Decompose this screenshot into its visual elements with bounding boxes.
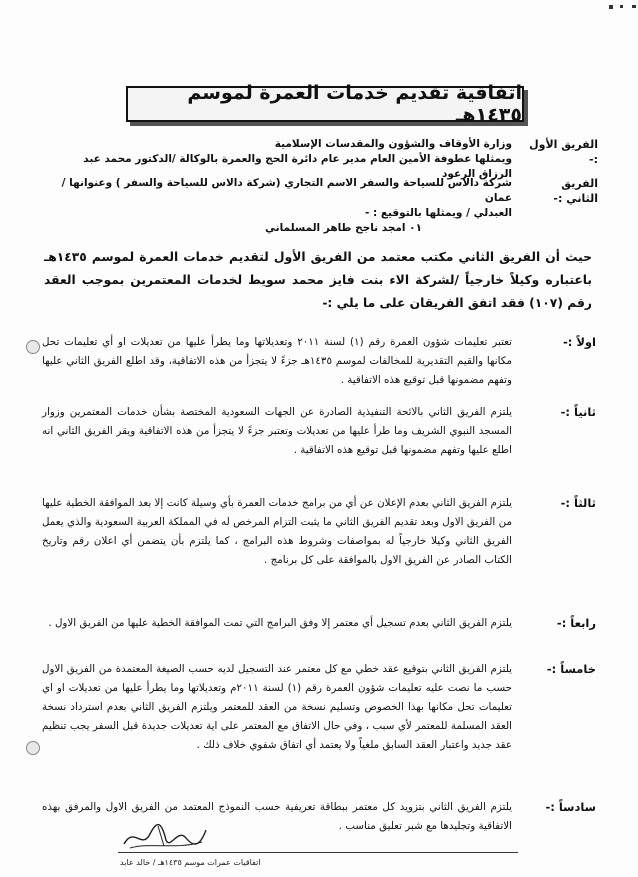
party-second-label: الفريق الثاني :- [553, 177, 598, 205]
clause-6-label: سادساً :- [545, 800, 596, 814]
clause-1-label: اولاً :- [562, 335, 596, 349]
scan-speck [620, 5, 623, 8]
clause-1-text: تعتبر تعليمات شؤون العمرة رقم (١) لسنة ٢٠١١ وتعديلاتها وما يطرأ عليها من تعديلات او أي تعليمات تحل مكانها والقيم التقديرية للمخالفات لموسم ١٤٣٥هـ جزءً لا يتجزأ من هذه الاتفاقية، وقد اطلع الفريق الثاني عليها وتفهم مضمونها قبل توقيع هذه الاتفاقية . [42, 336, 513, 386]
party-second-line-3: ٠١ امجد ناجح طاهر المسلماني [265, 222, 422, 234]
clause-4-label: رابعاً :- [556, 616, 596, 630]
punch-hole-bottom [26, 741, 40, 755]
clause-6-text: يلتزم الفريق الثاني بتزويد كل معتمر ببطاقة تعريفية حسب النموذج المعتمد من الفريق الاول والمرفق بهذه الاتفاقية وتجليدها مع شبر تعليق مناسب . [42, 801, 512, 832]
party-second-line-1: شركة دالاس للسياحة والسفر الاسم التجاري (شركة دالاس للسياحة والسفر ) وعنوانها / عمان [61, 177, 512, 204]
signature-scribble [120, 820, 210, 854]
punch-hole-top [26, 340, 40, 354]
scan-speck [632, 5, 636, 8]
scan-speck [609, 5, 613, 9]
clause-4-text: يلتزم الفريق الثاني بعدم تسجيل أي معتمر إلا وفق البرامج التي تمت الموافقة الخطية عليها من الفريق الاول . [48, 617, 512, 629]
party-first-line-2: ويمثلها عطوفة الأمين العام مدير عام دائرة الحج والعمرة بالوكالة /الدكتور محمد عبد الرزاق الرعود [83, 153, 512, 180]
clause-5-text: يلتزم الفريق الثاني بتوقيع عقد خطي مع كل معتمر عند التسجيل لديه حسب الصيغة المعتمدة من الفريق الاول حسب ما نصت عليه تعليمات شؤون العمرة رقم (١) لسنة ٢٠١١م وتعديلاتها وما يطرأ عليها من تعديلات او اي تعليمات تحل مكانها بهذا الخصوص وتسليم نسخة من العقد للمعتمر ويلتزم الفريق الثاني بعدم استرداد نسخة العقد المسلمة للمعتمر لأي سبب ، وفي حال الاتفاق مع المعتمر على اية تعديلات جديدة قبل السفر يجب تنظيم عقد جديد واعتبار العقد السابق ملغياً ولا يعتمد أي اتفاق شفوي خلاف ذلك . [42, 663, 513, 751]
footer-rule [118, 852, 518, 853]
clause-3-label: ثالثاً :- [560, 496, 596, 510]
intro-paragraph: حيث أن الفريق الثاني مكتب معتمد من الفريق الأول لتقديم خدمات العمرة لموسم ١٤٣٥هـ باعتباره وكيلاً خارجياً /لشركة الاء بنت فايز محمد سويط لخدمات المعتمرين بموجب العقد رقم (١٠٧) فقد اتفق الفريقان على ما يلي :- [44, 250, 592, 310]
party-second [38, 176, 598, 234]
party-first-label: الفريق الأول :- [529, 138, 598, 166]
party-first-line-1: وزارة الأوقاف والشؤون والمقدسات الإسلامية [274, 138, 512, 150]
clause-5-label: خامساً :- [546, 662, 596, 676]
document-title: اتفاقية تقديم خدمات العمرة لموسم ١٤٣٥هـ [187, 82, 522, 126]
clause-2-label: ثانياً :- [560, 405, 596, 419]
clause-2-text: يلتزم الفريق الثاني بالائحة التنفيذية الصادرة عن الجهات السعودية المختصة بشأن خدمات المعتمرين وزوار المسجد النبوي الشريف وما طرأ عليها من تعديلات وتعتبر جزءً لا يتجزأ من هذه الاتفاقية ويقر الفريق الثاني انه اطلع عليها وتفهم مضمونها قبل توقيع هذه الاتفاقية . [42, 406, 512, 456]
document-footer: اتفاقيات عمرات موسم ١٤٣٥هـ / خالد عابد [120, 858, 261, 867]
document-title-box [126, 82, 524, 126]
party-second-line-2: العبدلي / ويمثلها بالتوقيع : - [364, 207, 512, 219]
party-first [38, 137, 598, 180]
clause-3-text: يلتزم الفريق الثاني بعدم الإعلان عن أي من برامج خدمات العمرة بأي وسيلة كانت إلا بعد الموافقة الخطية عليها من الفريق الاول وبعد تقديم الفريق الثاني ما يثبت التزام المرخص له في المملكة العربية السعودية والذي يعمل الفريق الثاني وكيلا خارجياً له بمواصفات وشروط هذه البرامج ، كما يلتزم بأن يتضمن أي اعلان رقم وتاريخ الكتاب الصادر عن الفريق الاول بالموافقة على كل برنامج . [42, 497, 512, 566]
